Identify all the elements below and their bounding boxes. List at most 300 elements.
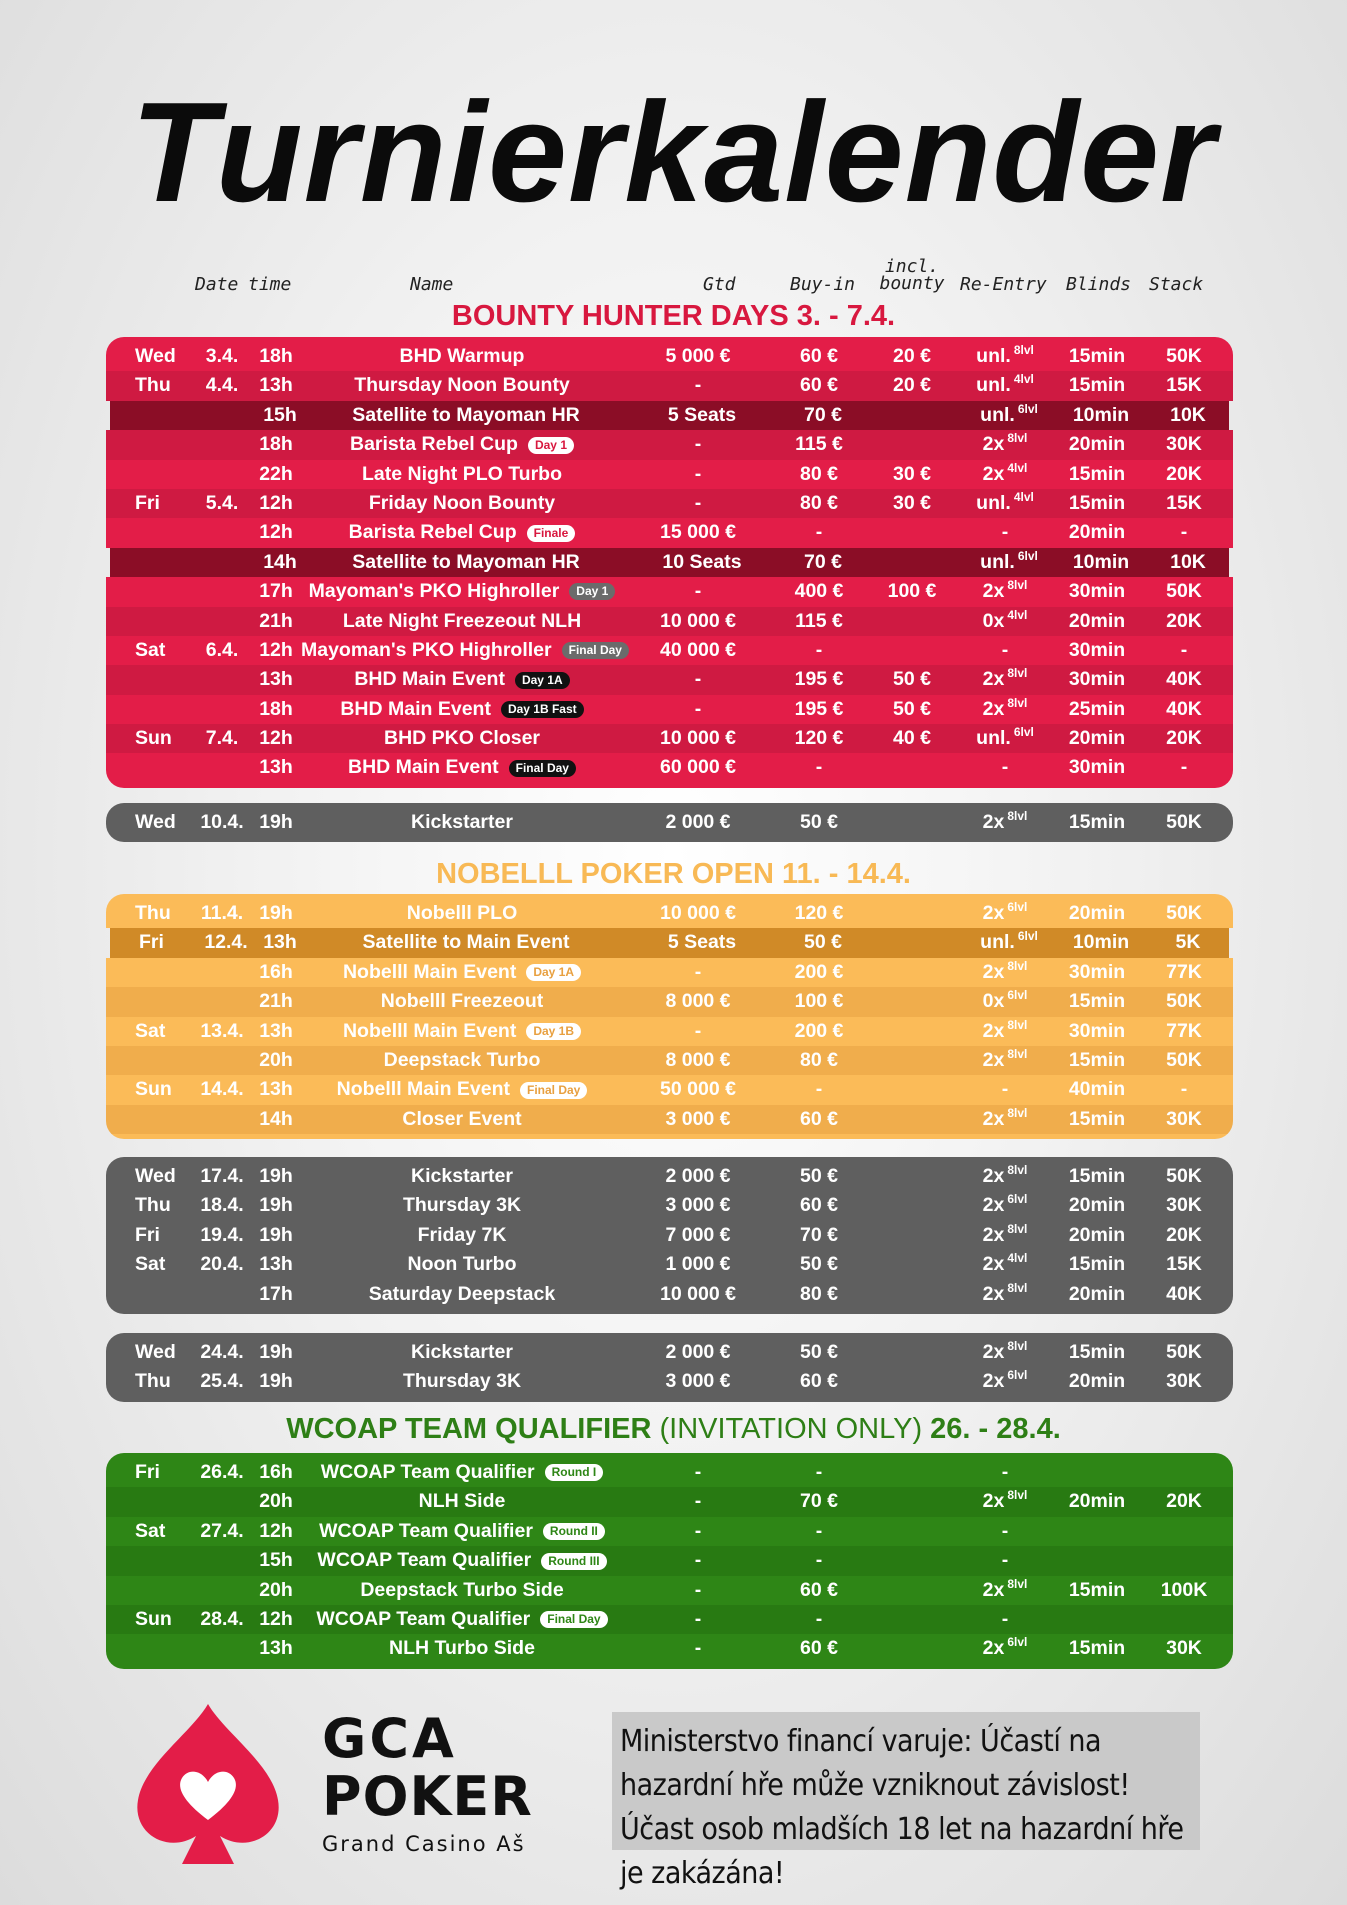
cell-time [250, 1487, 302, 1516]
level-superscript: 6lvl [1007, 988, 1028, 1003]
buyin-text: 60 € [800, 1637, 838, 1660]
buyin-text: 115 € [795, 609, 843, 632]
cell-buyin [774, 1017, 864, 1046]
cell-gtd [623, 1075, 773, 1104]
blinds-text: 15min [1068, 1165, 1126, 1187]
re-text: unl. [976, 727, 1011, 750]
gtd-text: - [694, 491, 702, 514]
cell-blinds [1054, 548, 1148, 577]
stack-text: 50K [1166, 1165, 1202, 1187]
bounty-text: 30 € [893, 462, 931, 485]
level-superscript: 8lvl [1007, 1105, 1028, 1120]
tournament-row [106, 958, 1233, 987]
blinds-text: 15min [1068, 811, 1126, 833]
day-badge: Finale [527, 525, 576, 542]
cell-re [960, 1191, 1050, 1220]
gtd-text: 60 000 € [660, 756, 736, 779]
stack-text: 50K [1166, 580, 1202, 603]
cell-stack [1144, 899, 1224, 928]
cell-date [192, 1017, 252, 1046]
cell-gtd [623, 607, 773, 636]
cell-stack [1144, 1017, 1224, 1046]
cell-time [254, 928, 306, 957]
cell-buyin [774, 460, 864, 489]
cell-re [960, 1162, 1050, 1191]
gtd-text: 40 000 € [660, 638, 736, 661]
panel-padding [106, 1309, 1233, 1314]
cell-name [301, 665, 623, 694]
cell-blinds [1050, 1367, 1144, 1396]
tournament-row [106, 1634, 1233, 1663]
time-text: 12h [259, 491, 293, 514]
gtd-text: 10 000 € [660, 902, 736, 924]
time-text: 16h [259, 1461, 293, 1483]
cell-buyin [774, 1487, 864, 1516]
cell-name [301, 1046, 623, 1075]
cell-buyin [774, 808, 864, 837]
cell-re [960, 371, 1050, 400]
cell-day [135, 342, 176, 371]
cell-stack [1144, 1046, 1224, 1075]
cell-buyin [774, 1046, 864, 1075]
cell-stack [1144, 1367, 1224, 1396]
time-text: 19h [259, 811, 293, 833]
cell-date [192, 1075, 252, 1104]
cell-date [192, 724, 252, 753]
blinds-text: 30min [1068, 668, 1126, 691]
gtd-text: 3 000 € [665, 1194, 731, 1217]
cell-time [250, 518, 302, 547]
cell-date [192, 808, 252, 837]
cell-stack [1144, 1338, 1224, 1367]
tournament-row [106, 371, 1233, 400]
cell-gtd [623, 1162, 773, 1191]
buyin-text: 400 € [794, 580, 844, 603]
name-text: BHD Warmup [399, 345, 525, 367]
cell-name [301, 1338, 623, 1367]
re-text: - [1001, 638, 1009, 661]
cell-time [250, 577, 302, 606]
cell-blinds [1050, 1280, 1144, 1309]
header-buyin: Buy-in [790, 274, 856, 295]
cell-name [301, 430, 623, 459]
level-superscript: 8lvl [1007, 1017, 1028, 1032]
cell-time [254, 548, 306, 577]
name-text: WCOAP Team Qualifier [320, 1461, 535, 1483]
panel-week-4 [106, 1333, 1233, 1402]
cell-blinds [1050, 636, 1144, 665]
cell-date [192, 1517, 252, 1546]
gtd-text: 5 000 € [665, 345, 731, 367]
cell-name [301, 371, 623, 400]
cell-re [960, 489, 1050, 518]
gtd-text: 10 000 € [660, 727, 736, 750]
cell-name [305, 401, 627, 430]
blinds-text: 10min [1072, 550, 1130, 573]
buyin-text: 115 € [795, 433, 843, 456]
blinds-text: 20min [1068, 902, 1126, 924]
cell-buyin [774, 489, 864, 518]
re-text: 2x [982, 433, 1005, 456]
time-text: 19h [259, 1165, 293, 1187]
cell-re [960, 1221, 1050, 1250]
time-text: 21h [259, 609, 293, 632]
cell-buyin [774, 1191, 864, 1220]
stack-text: 20K [1166, 1490, 1202, 1513]
time-text: 12h [259, 638, 293, 661]
section-title-wcoap [0, 1415, 1347, 1444]
cell-gtd [623, 371, 773, 400]
cell-date [192, 899, 252, 928]
cell-buyin [774, 1634, 864, 1663]
cell-blinds [1050, 489, 1144, 518]
cell-re [960, 1487, 1050, 1516]
tournament-row [106, 430, 1233, 459]
time-text: 17h [259, 580, 293, 603]
cell-time [250, 1191, 302, 1220]
day-text: Sun [135, 1607, 172, 1630]
cell-day [135, 724, 172, 753]
tournament-row [106, 665, 1233, 694]
gambling-warning: Ministerstvo financí varuje: Účastí na hazardní hře může vzniknout závislost! Účast osob mladších 18 let na hazardní hře je zakázána! [612, 1712, 1200, 1850]
date-text: 12.4. [204, 931, 248, 954]
stack-text: 30K [1166, 1370, 1202, 1393]
name-text: BHD Main Event [348, 756, 499, 779]
cell-name [301, 460, 623, 489]
buyin-text: 60 € [800, 1370, 838, 1393]
re-text: 2x [982, 580, 1005, 603]
level-superscript: 6lvl [1017, 548, 1038, 563]
cell-stack [1144, 1634, 1224, 1663]
header-blinds: Blinds [1066, 274, 1132, 295]
stack-text: 77K [1166, 960, 1202, 983]
cell-blinds [1054, 401, 1148, 430]
cell-stack [1144, 1250, 1224, 1279]
stack-text: 50K [1166, 345, 1202, 367]
cell-re [964, 548, 1054, 577]
cell-re [960, 753, 1050, 782]
blinds-text: 15min [1068, 990, 1126, 1013]
cell-time [250, 1105, 302, 1134]
cell-time [250, 899, 302, 928]
cell-gtd [623, 1546, 773, 1575]
level-superscript: 8lvl [1007, 1221, 1028, 1236]
blinds-text: 15min [1068, 491, 1126, 514]
cell-gtd [627, 548, 777, 577]
gtd-text: - [694, 1461, 702, 1483]
cell-blinds [1050, 987, 1144, 1016]
cell-day [135, 1017, 165, 1046]
tournament-row [110, 401, 1229, 430]
level-superscript: 6lvl [1007, 1368, 1028, 1383]
gtd-text: 10 000 € [660, 609, 736, 632]
cell-stack [1144, 577, 1224, 606]
re-text: 2x [982, 902, 1005, 924]
cell-stack [1144, 1075, 1224, 1104]
cell-name [305, 928, 627, 957]
blinds-text: 20min [1068, 433, 1126, 456]
buyin-text: 60 € [800, 1107, 838, 1130]
cell-name [301, 1576, 623, 1605]
cell-buyin [778, 401, 868, 430]
time-text: 17h [259, 1282, 293, 1305]
cell-stack [1144, 753, 1224, 782]
cell-stack [1144, 1221, 1224, 1250]
bounty-text: 50 € [893, 697, 931, 720]
cell-name [301, 808, 623, 837]
tournament-row [106, 1458, 1233, 1487]
tournament-row [106, 753, 1233, 782]
day-badge: Day 1 [569, 583, 615, 600]
tournament-row [106, 489, 1233, 518]
cell-blinds [1050, 1075, 1144, 1104]
cell-date [192, 371, 252, 400]
buyin-text: 60 € [800, 345, 838, 367]
buyin-text: 80 € [800, 1048, 838, 1071]
name-text: Closer Event [402, 1107, 522, 1130]
cell-gtd [623, 665, 773, 694]
cell-gtd [623, 753, 773, 782]
stack-text: 5K [1175, 931, 1201, 954]
cell-re [960, 1546, 1050, 1575]
cell-buyin [774, 1280, 864, 1309]
cell-name [301, 695, 623, 724]
day-badge: Round I [545, 1464, 604, 1481]
time-text: 20h [259, 1578, 293, 1601]
tournament-row [106, 1367, 1233, 1396]
cell-day [139, 928, 164, 957]
cell-time [250, 1338, 302, 1367]
cell-name [301, 987, 623, 1016]
day-badge: Final Day [540, 1611, 607, 1628]
name-text: Late Night PLO Turbo [361, 462, 563, 485]
bounty-text: 50 € [893, 668, 931, 691]
stack-text: 50K [1166, 1341, 1202, 1363]
gtd-text: 5 Seats [667, 931, 737, 954]
buyin-text: - [815, 1519, 823, 1542]
cell-buyin [774, 1367, 864, 1396]
cell-blinds [1054, 928, 1148, 957]
cell-bounty [864, 342, 960, 371]
name-text: Late Night Freezeout NLH [342, 609, 582, 632]
cell-stack [1144, 460, 1224, 489]
cell-re [960, 958, 1050, 987]
name-text: Thursday 3K [402, 1370, 522, 1393]
cell-blinds [1050, 460, 1144, 489]
re-text: 2x [982, 1253, 1005, 1276]
panel-week-3 [106, 1157, 1233, 1314]
cell-name [301, 1605, 623, 1634]
cell-buyin [774, 695, 864, 724]
date-text: 7.4. [205, 727, 239, 750]
cell-time [250, 1634, 302, 1663]
day-text: Sat [135, 1019, 166, 1042]
time-text: 18h [259, 433, 293, 456]
wcoap-title-dates: 26. - 28.4. [930, 1413, 1061, 1445]
day-badge: Day 1A [515, 672, 570, 689]
stack-text: 30K [1166, 1194, 1202, 1217]
re-text: 2x [982, 668, 1005, 691]
cell-gtd [623, 1046, 773, 1075]
cell-gtd [627, 928, 777, 957]
cell-gtd [623, 518, 773, 547]
cell-re [960, 1458, 1050, 1487]
cell-buyin [774, 1458, 864, 1487]
cell-time [250, 1075, 302, 1104]
cell-time [250, 665, 302, 694]
cell-day [135, 1075, 172, 1104]
tournament-row [106, 1250, 1233, 1279]
cell-date [192, 489, 252, 518]
buyin-text: 50 € [800, 1253, 838, 1276]
cell-stack [1148, 928, 1228, 957]
cell-time [250, 1367, 302, 1396]
cell-date [192, 1221, 252, 1250]
gtd-text: 8 000 € [665, 990, 731, 1013]
date-text: 13.4. [200, 1019, 244, 1042]
re-text: - [1001, 756, 1009, 779]
day-text: Fri [139, 931, 164, 954]
gtd-text: 8 000 € [665, 1048, 731, 1071]
level-superscript: 8lvl [1007, 666, 1028, 681]
tournament-row [106, 607, 1233, 636]
cell-re [960, 987, 1050, 1016]
cell-time [250, 1046, 302, 1075]
cell-blinds [1050, 518, 1144, 547]
gtd-text: - [694, 580, 702, 603]
stack-text: - [1180, 638, 1188, 661]
gtd-text: - [694, 374, 702, 397]
cell-date [192, 1250, 252, 1279]
name-text: Nobelll PLO [406, 902, 518, 924]
cell-re [960, 899, 1050, 928]
name-text: Noon Turbo [407, 1253, 517, 1276]
date-text: 20.4. [200, 1253, 244, 1276]
level-superscript: 4lvl [1007, 607, 1028, 622]
gtd-text: 7 000 € [665, 1223, 731, 1246]
gtd-text: - [694, 1549, 702, 1572]
re-text: 0x [982, 609, 1005, 632]
blinds-text: 15min [1068, 1048, 1126, 1071]
cell-name [301, 1250, 623, 1279]
cell-time [250, 1517, 302, 1546]
bounty-text: 100 € [887, 580, 937, 603]
cell-day [135, 371, 171, 400]
level-superscript: 8lvl [1007, 1488, 1028, 1503]
buyin-text: 120 € [794, 902, 844, 924]
re-text: unl. [976, 374, 1011, 397]
day-text: Fri [135, 1461, 160, 1483]
buyin-text: 80 € [800, 491, 838, 514]
time-text: 18h [259, 345, 293, 367]
cell-name [301, 724, 623, 753]
cell-time [250, 489, 302, 518]
cell-blinds [1050, 724, 1144, 753]
cell-time [250, 808, 302, 837]
cell-buyin [778, 548, 868, 577]
day-badge: Day 1A [526, 964, 581, 981]
blinds-text: 15min [1068, 1341, 1126, 1363]
section-title-nobelll: NOBELLL POKER OPEN 11. - 14.4. [436, 858, 911, 890]
cell-day [135, 808, 176, 837]
date-text: 4.4. [205, 374, 239, 397]
tournament-row [106, 899, 1233, 928]
cell-blinds [1050, 1576, 1144, 1605]
brand-gca: GCA [322, 1707, 457, 1770]
cell-re [960, 1046, 1050, 1075]
time-text: 13h [259, 668, 293, 691]
buyin-text: 100 € [794, 990, 844, 1013]
re-text: 2x [982, 697, 1005, 720]
cell-bounty [864, 371, 960, 400]
cell-re [960, 808, 1050, 837]
cell-day [135, 1162, 176, 1191]
blinds-text: 30min [1068, 1019, 1126, 1042]
re-text: unl. [976, 491, 1011, 514]
bounty-text: 40 € [893, 727, 931, 750]
re-text: - [1001, 1519, 1009, 1542]
cell-date [192, 1191, 252, 1220]
re-text: 2x [982, 1370, 1005, 1393]
cell-buyin [774, 1105, 864, 1134]
day-text: Wed [135, 1341, 176, 1363]
cell-re [960, 607, 1050, 636]
cell-time [250, 958, 302, 987]
cell-name [301, 1487, 623, 1516]
day-text: Sat [135, 1253, 166, 1276]
buyin-text: 50 € [800, 1165, 838, 1187]
gtd-text: - [694, 1607, 702, 1630]
tournament-row [106, 1487, 1233, 1516]
day-text: Thu [135, 374, 171, 397]
cell-buyin [774, 371, 864, 400]
cell-stack [1144, 665, 1224, 694]
blinds-text: 20min [1068, 609, 1126, 632]
gtd-text: - [694, 1490, 702, 1513]
cell-stack [1144, 1105, 1224, 1134]
date-text: 6.4. [205, 638, 239, 661]
cell-re [960, 1576, 1050, 1605]
name-text: Satellite to Mayoman HR [352, 403, 580, 426]
day-text: Fri [135, 1223, 160, 1246]
cell-re [960, 724, 1050, 753]
cell-gtd [623, 1105, 773, 1134]
buyin-text: 60 € [800, 1578, 838, 1601]
name-text: Mayoman's PKO Highroller [308, 580, 560, 603]
cell-stack [1144, 371, 1224, 400]
name-text: Satellite to Main Event [362, 931, 570, 954]
cell-buyin [774, 1075, 864, 1104]
cell-time [254, 401, 306, 430]
wcoap-title-invitation: (INVITATION ONLY) [659, 1413, 923, 1445]
tournament-row [106, 1191, 1233, 1220]
name-text: Kickstarter [411, 1165, 513, 1187]
cell-blinds [1050, 1634, 1144, 1663]
re-text: 2x [982, 1637, 1005, 1660]
tournament-row [106, 724, 1233, 753]
name-text: Nobelll Main Event [342, 1019, 517, 1042]
level-superscript: 6lvl [1017, 929, 1038, 944]
stack-text: 50K [1166, 811, 1202, 833]
gtd-text: - [694, 1019, 702, 1042]
stack-text: 30K [1166, 1637, 1202, 1660]
level-superscript: 4lvl [1007, 460, 1028, 475]
re-text: unl. [976, 345, 1011, 367]
header-gtd: Gtd [703, 274, 736, 295]
level-superscript: 6lvl [1007, 900, 1028, 914]
re-text: - [1001, 1549, 1009, 1572]
panel-kickstarter-1 [106, 803, 1233, 842]
